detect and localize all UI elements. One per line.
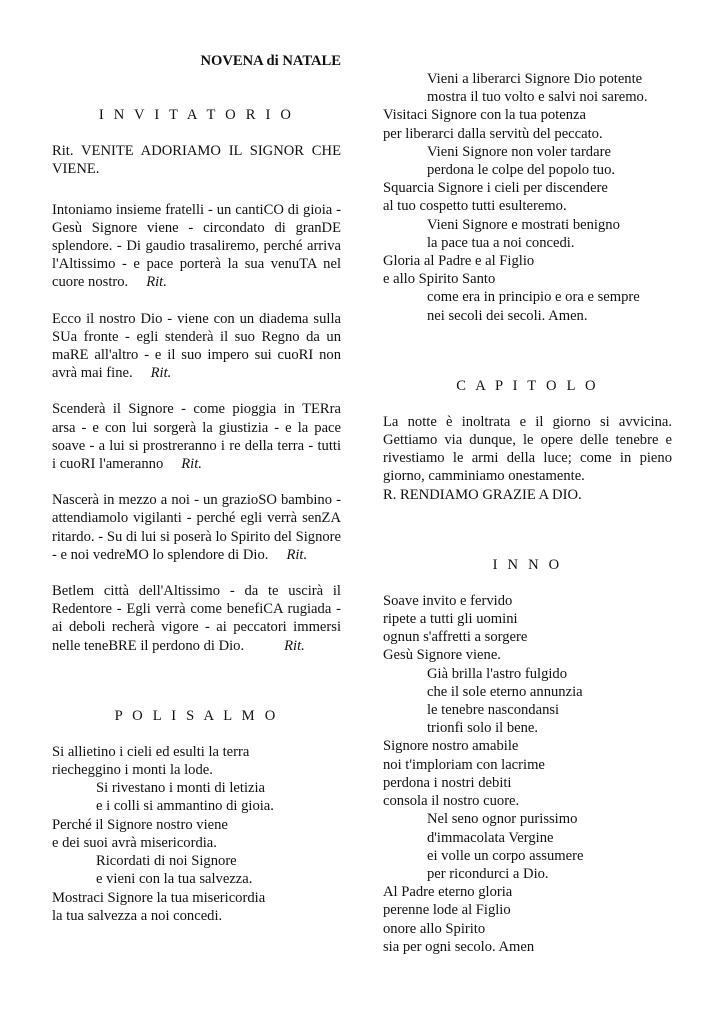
inno-line: le tenebre nascondansi xyxy=(427,702,560,719)
rit-label: Rit. xyxy=(150,365,172,382)
polisalmo-line: mostra il tuo volto e salvi noi saremo. xyxy=(427,89,648,106)
polisalmo-line: Vieni Signore e mostrati benigno xyxy=(427,216,620,233)
invitatorio-stanza: Intoniamo insieme fratelli - un cantiCO di gioia - Gesù Signore viene - circondato di granDE splendore. - Di gaudio trasaliremo, perché arriva l'Altissimo - e pace porterà la sua venuTA nel cuore nostro. Rit. xyxy=(52,201,341,291)
polisalmo-line: e dei suoi avrà misericordia. xyxy=(52,834,217,851)
polisalmo-line: Gloria al Padre e al Figlio xyxy=(383,253,535,270)
inno-line: onore allo Spirito xyxy=(383,920,486,937)
inno-line: perdona i nostri debiti xyxy=(383,774,512,791)
inno-line: perenne lode al Figlio xyxy=(383,902,511,919)
polisalmo-line: Si rivestano i monti di letizia xyxy=(96,780,266,797)
inno-line: Nel seno ognor purissimo xyxy=(427,811,578,828)
inno-line: Gesù Signore viene. xyxy=(383,647,501,664)
left-column xyxy=(52,52,341,925)
rit-label: Rit. xyxy=(181,456,202,473)
polisalmo-line: al tuo cospetto tutti esulteremo. xyxy=(383,198,567,215)
rit-label: Rit. xyxy=(286,546,308,563)
right-column xyxy=(383,70,672,956)
inno-line: noi t'imploriam con lacrime xyxy=(383,756,545,773)
polisalmo-line: e vieni con la tua salvezza. xyxy=(96,871,253,888)
page-title: NOVENA di NATALE xyxy=(200,53,341,69)
inno-line: che il sole eterno annunzia xyxy=(427,683,583,700)
polisalmo-line: e allo Spirito Santo xyxy=(383,271,496,288)
inno-line: Già brilla l'astro fulgido xyxy=(427,665,568,682)
inno-line: per ricondurci a Dio. xyxy=(427,865,549,882)
invitatorio-stanza: Scenderà il Signore - come pioggia in TERra arsa - e con lui sorgerà la giustizia - e la pace soave - a lui si prostreranno i re della terra - tutti i cuoRI l'ameranno Rit. xyxy=(52,401,341,473)
inno-line: Al Padre eterno gloria xyxy=(383,884,513,901)
inno-line: Soave invito e fervido xyxy=(383,592,513,609)
invitatorio-stanza: Ecco il nostro Dio - viene con un diadema sulla SUa fronte - egli stenderà il suo Regno da un maRE all'altro - e il suo impero sui cuoRI non avrà mai fine. Rit. xyxy=(52,310,341,382)
inno-line: sia per ogni secolo. Amen xyxy=(383,938,535,955)
polisalmo-line: nei secoli dei secoli. Amen. xyxy=(427,307,588,324)
polisalmo-line: perdona le colpe del popolo tuo. xyxy=(427,162,616,179)
invitatorio-refrain: Rit. VENITE ADORIAMO IL SIGNOR CHE VIENE. xyxy=(52,143,341,178)
rit-label: Rit. xyxy=(146,274,167,291)
invitatorio-heading: I N V I T A T O R I O xyxy=(98,107,295,124)
inno-line: Signore nostro amabile xyxy=(383,738,519,755)
polisalmo-line: Si allietino i cieli ed esulti la terra xyxy=(52,743,250,760)
polisalmo-line: per liberarci dalla servitù del peccato. xyxy=(383,125,603,142)
polisalmo-line: la pace tua a noi concedi. xyxy=(427,234,575,251)
inno-line: d'immacolata Vergine xyxy=(427,829,554,846)
polisalmo-line: Vieni a liberarci Signore Dio potente xyxy=(427,71,643,87)
inno-line: ei volle un corpo assumere xyxy=(427,847,584,864)
inno-line: ognun s'affretti a sorgere xyxy=(383,629,528,646)
invitatorio-stanza: Nascerà in mezzo a noi - un grazioSO bambino - attendiamolo vigilanti - perché egli verrà senZA ritardo. - Su di lui si poserà lo Spirito del Signore - e noi vedreMO lo splendore di Dio. Rit. xyxy=(52,492,341,563)
polisalmo-line: riecheggino i monti la lode. xyxy=(52,762,213,779)
polisalmo-line: come era in principio e ora e sempre xyxy=(427,289,640,306)
polisalmo-line: la tua salvezza a noi concedi. xyxy=(52,907,223,924)
polisalmo-heading: P O L I S A L M O xyxy=(114,707,279,724)
rit-label: Rit. xyxy=(284,637,305,654)
polisalmo-line: Ricordati di noi Signore xyxy=(96,853,237,870)
capitolo-response: R. RENDIAMO GRAZIE A DIO. xyxy=(383,486,582,503)
polisalmo-line: Squarcia Signore i cieli per discendere xyxy=(383,180,608,197)
polisalmo-line: Vieni Signore non voler tardare xyxy=(427,143,611,160)
polisalmo-line: Visitaci Signore con la tua potenza xyxy=(383,107,586,124)
polisalmo-line: Perché il Signore nostro viene xyxy=(52,816,228,833)
inno-heading: I N N O xyxy=(492,556,563,573)
inno-line: ripete a tutti gli uomini xyxy=(383,611,518,628)
polisalmo-line: e i colli si ammantino di gioia. xyxy=(96,798,274,815)
invitatorio-stanza: Betlem città dell'Altissimo - da te uscirà il Redentore - Egli verrà come benefiCA rugiada - ai deboli recherà vigore - ai peccatori immersi nelle teneBRE il perdono di Dio. Rit. xyxy=(52,583,341,654)
inno-line: trionfi solo il bene. xyxy=(427,720,539,737)
capitolo-heading: C A P I T O L O xyxy=(456,377,599,394)
polisalmo-line: Mostraci Signore la tua misericordia xyxy=(52,889,266,906)
capitolo-text: La notte è inoltrata e il giorno si avvicina. Gettiamo via dunque, le opere delle tenebre e rivestiamo le armi della luce; come in pieno giorno, camminiamo onestamente. xyxy=(383,413,672,485)
inno-line: consola il nostro cuore. xyxy=(383,793,520,810)
